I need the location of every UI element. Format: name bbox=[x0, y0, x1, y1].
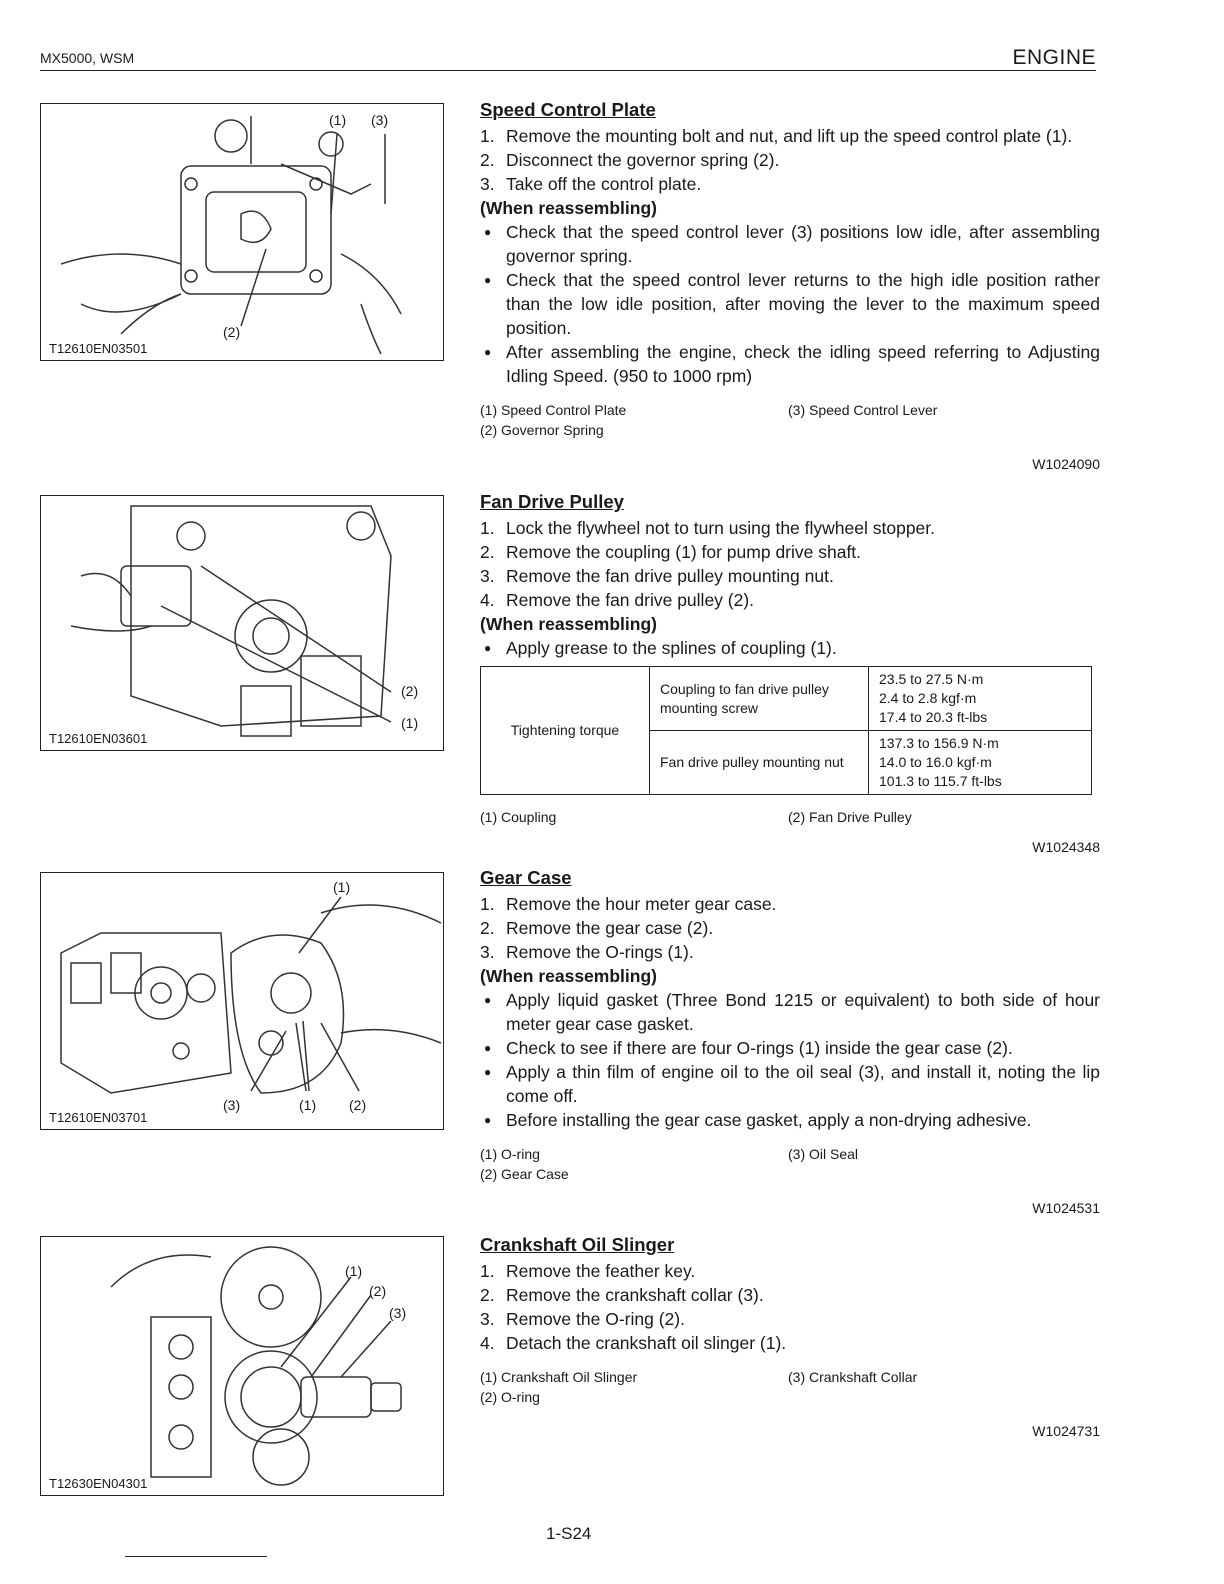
step-text: Remove the gear case (2). bbox=[506, 918, 714, 938]
step-number: 1. bbox=[480, 518, 495, 538]
figure-legend bbox=[480, 1144, 1100, 1184]
step-number: 1. bbox=[480, 894, 495, 914]
reassembly-heading: (When reassembling) bbox=[480, 198, 657, 218]
legend-item: (1) Speed Control Plate bbox=[480, 402, 627, 418]
section-speed-control-plate bbox=[480, 98, 1100, 476]
bullet-icon: ● bbox=[484, 1041, 492, 1055]
crankshaft-oil-slinger-drawing bbox=[41, 1237, 443, 1495]
work-code: W1024348 bbox=[1032, 839, 1100, 855]
figure-callout: (1) bbox=[299, 1097, 317, 1113]
step-item bbox=[480, 516, 1100, 540]
step-text: Remove the crankshaft collar (3). bbox=[506, 1285, 764, 1305]
step-number: 3. bbox=[480, 942, 495, 962]
gear-case-drawing bbox=[41, 873, 443, 1129]
figure-callout: (2) bbox=[369, 1283, 387, 1299]
reassembly-heading: (When reassembling) bbox=[480, 966, 657, 986]
section-title: Gear Case bbox=[480, 867, 572, 888]
bullet-icon: ● bbox=[484, 273, 492, 287]
step-item bbox=[480, 1331, 1100, 1355]
torque-value: 137.3 to 156.9 N·m bbox=[879, 735, 999, 751]
bullet-list bbox=[480, 220, 1100, 388]
torque-values bbox=[869, 667, 1092, 731]
torque-value: 14.0 to 16.0 kgf·m bbox=[879, 754, 992, 770]
legend-item: (3) Crankshaft Collar bbox=[788, 1369, 918, 1385]
bullet-item bbox=[480, 340, 1100, 388]
step-item bbox=[480, 172, 1100, 196]
figure-speed-control-plate bbox=[40, 103, 444, 361]
bullet-item bbox=[480, 220, 1100, 268]
figure-crankshaft-oil-slinger bbox=[40, 1236, 444, 1496]
torque-table bbox=[480, 666, 1092, 795]
figure-code: T12630EN04301 bbox=[49, 1476, 148, 1491]
step-text: Disconnect the governor spring (2). bbox=[506, 150, 780, 170]
step-number: 4. bbox=[480, 1333, 495, 1353]
bullet-list bbox=[480, 636, 1100, 660]
figure-fan-drive-pulley bbox=[40, 495, 444, 751]
bullet-list bbox=[480, 988, 1100, 1132]
figure-callout: (1) bbox=[345, 1263, 363, 1279]
legend-item: (2) Governor Spring bbox=[480, 422, 604, 438]
bullet-text: Before installing the gear case gasket, apply a non-drying adhesive. bbox=[506, 1110, 1032, 1130]
legend-item: (1) O-ring bbox=[480, 1146, 540, 1162]
step-number: 2. bbox=[480, 1285, 495, 1305]
step-list bbox=[480, 892, 1100, 964]
legend-item bbox=[788, 1164, 1088, 1184]
step-text: Lock the flywheel not to turn using the flywheel stopper. bbox=[506, 518, 936, 538]
step-text: Remove the hour meter gear case. bbox=[506, 894, 777, 914]
figure-code: T12610EN03501 bbox=[49, 341, 148, 356]
section-fan-drive-pulley bbox=[480, 490, 1100, 859]
torque-values bbox=[869, 731, 1092, 795]
step-item bbox=[480, 892, 1100, 916]
step-item bbox=[480, 148, 1100, 172]
section-title: Fan Drive Pulley bbox=[480, 491, 624, 512]
speed-control-plate-drawing bbox=[41, 104, 443, 360]
step-item bbox=[480, 564, 1100, 588]
step-number: 2. bbox=[480, 918, 495, 938]
legend-item: (1) Coupling bbox=[480, 809, 557, 825]
section-title: Crankshaft Oil Slinger bbox=[480, 1234, 675, 1255]
step-text: Detach the crankshaft oil slinger (1). bbox=[506, 1333, 787, 1353]
step-number: 2. bbox=[480, 150, 495, 170]
torque-value: 23.5 to 27.5 N·m bbox=[879, 671, 984, 687]
bullet-item bbox=[480, 1036, 1100, 1060]
bullet-text: Apply a thin film of engine oil to the oil seal (3), and install it, noting the lip come off. bbox=[506, 1062, 1100, 1106]
bullet-icon: ● bbox=[484, 345, 492, 359]
torque-value: 17.4 to 20.3 ft-lbs bbox=[879, 709, 988, 725]
step-item bbox=[480, 1283, 1100, 1307]
step-text: Take off the control plate. bbox=[506, 174, 702, 194]
figure-code: T12610EN03701 bbox=[49, 1110, 148, 1125]
legend-item: (3) Speed Control Lever bbox=[788, 402, 938, 418]
step-number: 2. bbox=[480, 542, 495, 562]
work-code: W1024090 bbox=[1032, 456, 1100, 472]
figure-callout: (2) bbox=[223, 324, 241, 340]
step-item bbox=[480, 1307, 1100, 1331]
work-code: W1024531 bbox=[1032, 1200, 1100, 1216]
figure-callout: (2) bbox=[349, 1097, 367, 1113]
step-item bbox=[480, 588, 1100, 612]
legend-item: (2) O-ring bbox=[480, 1389, 540, 1405]
step-item bbox=[480, 540, 1100, 564]
figure-legend bbox=[480, 400, 1100, 440]
step-number: 1. bbox=[480, 126, 495, 146]
torque-value: 101.3 to 115.7 ft-lbs bbox=[879, 773, 1002, 789]
step-item bbox=[480, 940, 1100, 964]
bullet-text: Check that the speed control lever returns to the high idle position rather than the low idle position, after moving the lever to the maximum speed position. bbox=[506, 270, 1100, 338]
page-number: 1-S24 bbox=[546, 1524, 592, 1543]
legend-item bbox=[788, 420, 1088, 440]
bullet-text: Apply grease to the splines of coupling (1). bbox=[506, 638, 837, 658]
step-number: 3. bbox=[480, 174, 495, 194]
bullet-text: Check to see if there are four O-rings (1) inside the gear case (2). bbox=[506, 1038, 1013, 1058]
legend-item: (2) Fan Drive Pulley bbox=[788, 809, 912, 825]
step-number: 1. bbox=[480, 1261, 495, 1281]
bullet-icon: ● bbox=[484, 225, 492, 239]
torque-value: 2.4 to 2.8 kgf·m bbox=[879, 690, 977, 706]
bullet-text: Check that the speed control lever (3) positions low idle, after assembling governor spring. bbox=[506, 222, 1100, 266]
bullet-item bbox=[480, 1060, 1100, 1108]
section-title: Speed Control Plate bbox=[480, 99, 656, 120]
figure-gear-case bbox=[40, 872, 444, 1130]
legend-item: (2) Gear Case bbox=[480, 1166, 569, 1182]
section-gear-case bbox=[480, 866, 1100, 1220]
bullet-item bbox=[480, 636, 1100, 660]
bullet-icon: ● bbox=[484, 1065, 492, 1079]
bullet-text: Apply liquid gasket (Three Bond 1215 or equivalent) to both side of hour meter gear case gasket. bbox=[506, 990, 1100, 1034]
footer-rule bbox=[125, 1556, 267, 1557]
step-list bbox=[480, 1259, 1100, 1355]
step-list bbox=[480, 124, 1100, 196]
step-text: Remove the fan drive pulley mounting nut. bbox=[506, 566, 834, 586]
figure-callout: (1) bbox=[333, 879, 351, 895]
step-number: 3. bbox=[480, 566, 495, 586]
header-model: MX5000, WSM bbox=[40, 50, 135, 66]
section-crankshaft-oil-slinger bbox=[480, 1233, 1100, 1443]
bullet-text: After assembling the engine, check the idling speed referring to Adjusting Idling Speed. (950 to 1000 rpm) bbox=[506, 342, 1100, 386]
figure-callout: (3) bbox=[371, 112, 389, 128]
header-section: ENGINE bbox=[1012, 46, 1096, 69]
step-item bbox=[480, 1259, 1100, 1283]
torque-item: Fan drive pulley mounting nut bbox=[650, 731, 869, 795]
reassembly-heading: (When reassembling) bbox=[480, 614, 657, 634]
bullet-icon: ● bbox=[484, 1113, 492, 1127]
torque-item: Coupling to fan drive pulley mounting screw bbox=[650, 667, 869, 731]
bullet-icon: ● bbox=[484, 993, 492, 1007]
step-text: Remove the fan drive pulley (2). bbox=[506, 590, 755, 610]
table-row bbox=[481, 667, 1092, 731]
work-code: W1024731 bbox=[1032, 1423, 1100, 1439]
step-item bbox=[480, 916, 1100, 940]
bullet-item bbox=[480, 1108, 1100, 1132]
step-text: Remove the coupling (1) for pump drive shaft. bbox=[506, 542, 862, 562]
step-text: Remove the feather key. bbox=[506, 1261, 696, 1281]
figure-callout: (3) bbox=[223, 1097, 241, 1113]
step-number: 3. bbox=[480, 1309, 495, 1329]
legend-item bbox=[788, 1387, 1088, 1407]
step-list bbox=[480, 516, 1100, 612]
figure-legend bbox=[480, 807, 1100, 827]
legend-item: (3) Oil Seal bbox=[788, 1146, 859, 1162]
torque-label: Tightening torque bbox=[481, 667, 650, 795]
figure-callout: (2) bbox=[401, 683, 419, 699]
step-text: Remove the O-ring (2). bbox=[506, 1309, 685, 1329]
figure-legend bbox=[480, 1367, 1100, 1407]
bullet-item bbox=[480, 988, 1100, 1036]
bullet-item bbox=[480, 268, 1100, 340]
step-number: 4. bbox=[480, 590, 495, 610]
step-text: Remove the mounting bolt and nut, and lift up the speed control plate (1). bbox=[506, 126, 1073, 146]
figure-code: T12610EN03601 bbox=[49, 731, 148, 746]
bullet-icon: ● bbox=[484, 641, 492, 655]
figure-callout: (1) bbox=[401, 715, 419, 731]
figure-callout: (1) bbox=[329, 112, 347, 128]
header-rule bbox=[40, 70, 1096, 71]
figure-callout: (3) bbox=[389, 1305, 407, 1321]
fan-drive-pulley-drawing bbox=[41, 496, 443, 750]
step-item bbox=[480, 124, 1100, 148]
step-text: Remove the O-rings (1). bbox=[506, 942, 694, 962]
legend-item: (1) Crankshaft Oil Slinger bbox=[480, 1369, 638, 1385]
